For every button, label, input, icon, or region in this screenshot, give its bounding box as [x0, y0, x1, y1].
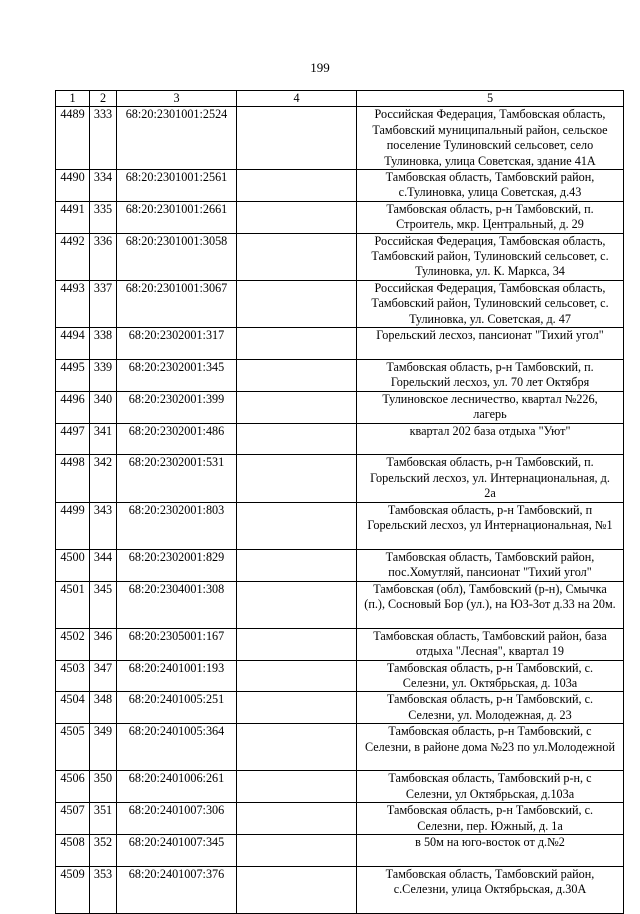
row-number-cell: 4490 [56, 170, 90, 202]
table-row [56, 866, 624, 913]
row-number-cell: 4503 [56, 660, 90, 692]
address-line [358, 898, 622, 913]
cadastral-number-cell: 68:20:2401001:193 [117, 660, 237, 692]
column-4-cell [237, 581, 357, 628]
address-line: Тулиновка, ул. Советская, д. 47 [409, 311, 571, 326]
row-number-cell: 4505 [56, 724, 90, 771]
item-number-cell: 336 [90, 233, 117, 280]
table-row [56, 359, 624, 391]
item-number-cell: 350 [90, 771, 117, 803]
address-line: Тулиновка, ул. К. Маркса, 34 [415, 264, 565, 279]
item-number-cell: 353 [90, 866, 117, 913]
column-4-cell [237, 692, 357, 724]
address-line: Тамбовская область, р-н Тамбовский, с [388, 724, 592, 739]
row-number-cell: 4499 [56, 502, 90, 549]
cadastral-number-cell: 68:20:2302001:803 [117, 502, 237, 549]
address-line: лагерь [473, 407, 507, 422]
item-number-cell: 340 [90, 391, 117, 423]
column-4-cell [237, 660, 357, 692]
address-cell [357, 391, 624, 423]
table-row [56, 201, 624, 233]
address-line: Тамбовская область, Тамбовский район, база [373, 628, 607, 643]
column-number-row [56, 91, 624, 107]
column-4-cell [237, 803, 357, 835]
address-cell [357, 835, 624, 867]
column-header-2: 2 [90, 91, 117, 107]
row-number-cell: 4492 [56, 233, 90, 280]
table-row [56, 628, 624, 660]
address-line [358, 439, 622, 454]
row-number-cell: 4507 [56, 803, 90, 835]
address-line: Тамбовский район, Тулиновский сельсовет, с. [371, 296, 609, 311]
table-row [56, 170, 624, 202]
address-line: Селезни, ул. Октябрьская, д. 103а [402, 676, 578, 691]
item-number-cell: 335 [90, 201, 117, 233]
address-line: Тамбовская область, р-н Тамбовский, с. [386, 660, 594, 675]
address-line: Тамбовский муниципальный район, сельское [372, 122, 608, 137]
row-number-cell: 4489 [56, 107, 90, 170]
address-cell [357, 724, 624, 771]
address-cell [357, 170, 624, 202]
address-cell [357, 359, 624, 391]
table-row [56, 692, 624, 724]
address-line: отдыха "Лесная", квартал 19 [416, 644, 564, 659]
column-header-3: 3 [117, 91, 237, 107]
row-number-cell: 4493 [56, 280, 90, 327]
cadastral-number-cell: 68:20:2401005:364 [117, 724, 237, 771]
address-line: Тулиновское лесничество, квартал №226, [382, 391, 598, 406]
item-number-cell: 349 [90, 724, 117, 771]
address-cell [357, 201, 624, 233]
cadastral-number-cell: 68:20:2302001:317 [117, 328, 237, 360]
table-row [56, 835, 624, 867]
item-number-cell: 351 [90, 803, 117, 835]
address-line [358, 533, 622, 548]
row-number-cell: 4509 [56, 866, 90, 913]
address-line: Тамбовская область, Тамбовский район, [385, 170, 595, 185]
row-number-cell: 4500 [56, 549, 90, 581]
address-line [358, 344, 622, 359]
table-row [56, 549, 624, 581]
row-number-cell: 4498 [56, 455, 90, 502]
address-line: Тулиновка, улица Советская, здание 41А [384, 153, 596, 168]
cadastral-number-cell: 68:20:2302001:399 [117, 391, 237, 423]
cadastral-number-cell: 68:20:2302001:345 [117, 359, 237, 391]
address-cell [357, 549, 624, 581]
column-4-cell [237, 835, 357, 867]
cadastral-number-cell: 68:20:2301001:3067 [117, 280, 237, 327]
address-cell [357, 803, 624, 835]
address-cell [357, 581, 624, 628]
cadastral-number-cell: 68:20:2401007:376 [117, 866, 237, 913]
column-header-4: 4 [237, 91, 357, 107]
cadastral-number-cell: 68:20:2301001:2561 [117, 170, 237, 202]
address-line [358, 612, 622, 627]
address-line: (п.), Сосновый Бор (ул.), на ЮЗ-Зот д.33 на 20м. [364, 597, 616, 611]
address-line: Селезни, пер. Южный, д. 1а [417, 818, 563, 833]
column-header-1: 1 [56, 91, 90, 107]
address-line: Российская Федерация, Тамбовская область, [374, 233, 606, 248]
table-row [56, 280, 624, 327]
address-line: в 50м на юго-восток от д.№2 [415, 835, 565, 850]
table-row [56, 724, 624, 771]
address-line [358, 851, 622, 866]
column-4-cell [237, 502, 357, 549]
column-4-cell [237, 771, 357, 803]
address-line: Горельский лесхоз, пансионат "Тихий угол" [376, 328, 604, 343]
address-cell [357, 866, 624, 913]
cadastral-number-cell: 68:20:2302001:829 [117, 549, 237, 581]
address-line: Тамбовская область, Тамбовский район, [385, 549, 595, 564]
address-cell [357, 107, 624, 170]
cadastral-number-cell: 68:20:2401007:345 [117, 835, 237, 867]
column-4-cell [237, 423, 357, 455]
table-row [56, 328, 624, 360]
address-line: поселение Тулиновский сельсовет, село [386, 138, 594, 153]
column-4-cell [237, 391, 357, 423]
address-line: Тамбовская область, р-н Тамбовский, с. [386, 692, 594, 707]
row-number-cell: 4495 [56, 359, 90, 391]
address-line: Тамбовская область, р-н Тамбовский, п. [386, 455, 594, 470]
row-number-cell: 4504 [56, 692, 90, 724]
column-header-5: 5 [357, 91, 624, 107]
table-row [56, 423, 624, 455]
address-cell [357, 455, 624, 502]
row-number-cell: 4494 [56, 328, 90, 360]
column-4-cell [237, 549, 357, 581]
item-number-cell: 337 [90, 280, 117, 327]
item-number-cell: 346 [90, 628, 117, 660]
address-line: Тамбовская область, р-н Тамбовский, п. [386, 359, 594, 374]
address-cell [357, 660, 624, 692]
cadastral-number-cell: 68:20:2401005:251 [117, 692, 237, 724]
item-number-cell: 339 [90, 359, 117, 391]
table-row [56, 233, 624, 280]
address-line: Российская Федерация, Тамбовская область, [374, 107, 606, 122]
address-cell [357, 628, 624, 660]
table-row [56, 581, 624, 628]
address-line [358, 755, 622, 770]
address-line: Строитель, мкр. Центральный, д. 29 [396, 217, 584, 232]
item-number-cell: 334 [90, 170, 117, 202]
address-line: Тамбовская область, Тамбовский р-н, с [388, 771, 592, 786]
address-line: с.Тулиновка, улица Советская, д.43 [398, 185, 582, 200]
row-number-cell: 4496 [56, 391, 90, 423]
cadastral-number-cell: 68:20:2401006:261 [117, 771, 237, 803]
column-4-cell [237, 724, 357, 771]
column-4-cell [237, 359, 357, 391]
address-line: Тамбовский район, Тулиновский сельсовет, с. [371, 249, 609, 264]
registry-table [55, 90, 624, 914]
item-number-cell: 347 [90, 660, 117, 692]
item-number-cell: 341 [90, 423, 117, 455]
item-number-cell: 343 [90, 502, 117, 549]
address-cell [357, 771, 624, 803]
address-line: Горельский лесхоз, ул. Интернациональная, д. [370, 470, 610, 485]
row-number-cell: 4508 [56, 835, 90, 867]
item-number-cell: 352 [90, 835, 117, 867]
address-line: 2а [484, 486, 496, 501]
cadastral-number-cell: 68:20:2401007:306 [117, 803, 237, 835]
table-row [56, 502, 624, 549]
address-line: Тамбовская область, Тамбовский район, [385, 866, 595, 881]
address-line: Тамбовская (обл), Тамбовский (р-н), Смычка [373, 581, 607, 596]
cadastral-number-cell: 68:20:2304001:308 [117, 581, 237, 628]
table-row [56, 107, 624, 170]
cadastral-number-cell: 68:20:2301001:2661 [117, 201, 237, 233]
address-line: с.Селезни, улица Октябрьская, д.30А [393, 882, 587, 897]
column-4-cell [237, 628, 357, 660]
address-line: Тамбовская область, р-н Тамбовский, п [387, 502, 593, 517]
row-number-cell: 4501 [56, 581, 90, 628]
address-cell [357, 423, 624, 455]
item-number-cell: 345 [90, 581, 117, 628]
table-row [56, 660, 624, 692]
cadastral-number-cell: 68:20:2301001:3058 [117, 233, 237, 280]
column-4-cell [237, 201, 357, 233]
address-cell [357, 280, 624, 327]
address-line: Тамбовская область, р-н Тамбовский, п. [386, 201, 594, 216]
address-cell [357, 233, 624, 280]
cadastral-number-cell: 68:20:2302001:486 [117, 423, 237, 455]
address-line: пос.Хомутляй, пансионат "Тихий угол" [388, 565, 592, 580]
address-line: Селезни, ул. Молодежная, д. 23 [408, 707, 572, 722]
address-line: Горельский лесхоз, ул. 70 лет Октября [390, 375, 590, 390]
item-number-cell: 338 [90, 328, 117, 360]
address-line: Селезни, ул Октябрьская, д.103а [405, 786, 575, 801]
row-number-cell: 4497 [56, 423, 90, 455]
item-number-cell: 333 [90, 107, 117, 170]
address-line: Селезни, в районе дома №23 по ул.Молодежной [365, 739, 615, 754]
address-cell [357, 328, 624, 360]
address-line: Горельский лесхоз, ул Интернациональная, №1 [367, 517, 613, 532]
row-number-cell: 4491 [56, 201, 90, 233]
address-cell [357, 692, 624, 724]
item-number-cell: 344 [90, 549, 117, 581]
column-4-cell [237, 170, 357, 202]
address-line: Российская Федерация, Тамбовская область, [374, 280, 606, 295]
row-number-cell: 4506 [56, 771, 90, 803]
table-row [56, 771, 624, 803]
item-number-cell: 342 [90, 455, 117, 502]
page-number: 199 [310, 60, 330, 75]
table-row [56, 391, 624, 423]
cadastral-number-cell: 68:20:2305001:167 [117, 628, 237, 660]
table-row [56, 455, 624, 502]
table-row [56, 803, 624, 835]
column-4-cell [237, 866, 357, 913]
address-line: квартал 202 база отдыха "Уют" [409, 423, 571, 438]
column-4-cell [237, 455, 357, 502]
row-number-cell: 4502 [56, 628, 90, 660]
address-cell [357, 502, 624, 549]
cadastral-number-cell: 68:20:2302001:531 [117, 455, 237, 502]
cadastral-number-cell: 68:20:2301001:2524 [117, 107, 237, 170]
address-line: Тамбовская область, р-н Тамбовский, с. [386, 803, 594, 818]
column-4-cell [237, 107, 357, 170]
column-4-cell [237, 280, 357, 327]
column-4-cell [237, 328, 357, 360]
item-number-cell: 348 [90, 692, 117, 724]
registry-table-body [56, 91, 624, 914]
column-4-cell [237, 233, 357, 280]
